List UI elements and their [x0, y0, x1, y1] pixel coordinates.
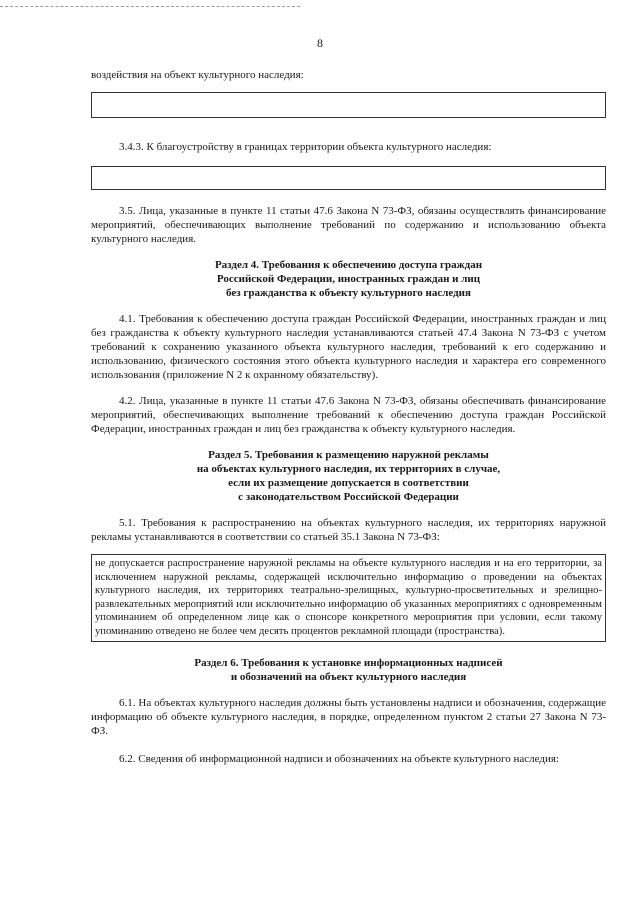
heading-line: Российской Федерации, иностранных граждан и лиц	[216, 273, 481, 285]
empty-field-box-landscaping	[91, 166, 606, 190]
heading-line: Раздел 6. Требования к установке информационных надписей	[194, 656, 503, 669]
paragraph-4-2: 4.2. Лица, указанные в пункте 11 статьи 47.6 Закона N 73-ФЗ, обязаны обеспечивать финансирование мероприятий, обеспечивающих выполнение требований к обеспечению доступа граждан Российской Федерации, иностранных граждан и лиц без гражданства к объекту культурного наследия.	[91, 395, 606, 435]
empty-field-box-impact	[91, 92, 606, 118]
paragraph-3-5: 3.5. Лица, указанные в пункте 11 статьи 47.6 Закона N 73-ФЗ, обязаны осуществлять финансирование мероприятий, обеспечивающих выполнение требований по содержанию и использованию объекта культурного наследия.	[91, 205, 606, 245]
heading-line: без гражданства к объекту культурного наследия	[226, 287, 471, 299]
section-6-heading	[91, 656, 606, 684]
heading-line: на объектах культурного наследия, их территориях в случае,	[196, 463, 501, 475]
paragraph-intro: воздействия на объект культурного наследия:	[91, 69, 304, 81]
heading-line: если их размещение допускается в соответствии	[228, 477, 469, 489]
heading-line: с законодательством Российской Федерации	[238, 491, 459, 503]
document-body	[91, 68, 606, 766]
paragraph-6-2: 6.2. Сведения об информационной надписи и обозначениях на объекте культурного наследия:	[119, 752, 559, 765]
advertising-requirement-box: не допускается распространение наружной рекламы на объекте культурного наследия и на его территории, за исключением наружной рекламы, содержащей исключительно информацию о проведении на объектах культурного наследия, их территориях театрально-зрелищных, культурно-просветительных и зрелищно-развлекательных мероприятий или исключительно информацию об указанных мероприятиях с одновременным упоминанием об определенном лице как о спонсоре конкретного мероприятия при условии, если такому упоминанию отведено не более чем десять процентов рекламной площади (пространства).	[91, 554, 606, 642]
page-number: 8	[317, 36, 323, 50]
heading-line: Раздел 5. Требования к размещению наружной рекламы	[208, 449, 489, 461]
section-4-heading	[91, 258, 606, 300]
paragraph-3-4-3: 3.4.3. К благоустройству в границах территории объекта культурного наследия:	[119, 141, 492, 153]
heading-line: и обозначений на объект культурного наследия	[230, 670, 467, 683]
section-5-heading	[91, 448, 606, 504]
paragraph-5-1: 5.1. Требования к распространению на объектах культурного наследия, их территориях наружной рекламы устанавливаются в соответствии со статьей 35.1 Закона N 73-ФЗ:	[91, 517, 606, 543]
paragraph-6-1: 6.1. На объектах культурного наследия должны быть установлены надписи и обозначения, содержащие информацию об объекте культурного наследия, в порядке, определенном пунктом 2 статьи 27 Закона N 73-ФЗ.	[91, 696, 606, 737]
scan-top-edge	[0, 6, 300, 7]
heading-line: Раздел 4. Требования к обеспечению доступа граждан	[214, 259, 483, 271]
paragraph-4-1: 4.1. Требования к обеспечению доступа граждан Российской Федерации, иностранных граждан и лиц без гражданства к объекту культурного наследия устанавливаются статьей 47.4 Закона N 73-ФЗ с учетом требований к сохранению указанного объекта культурного наследия, требований к его содержанию и использованию, физического состояния этого объекта культурного наследия и характера его современного использования (приложение N 2 к охранному обязательству).	[91, 313, 606, 381]
